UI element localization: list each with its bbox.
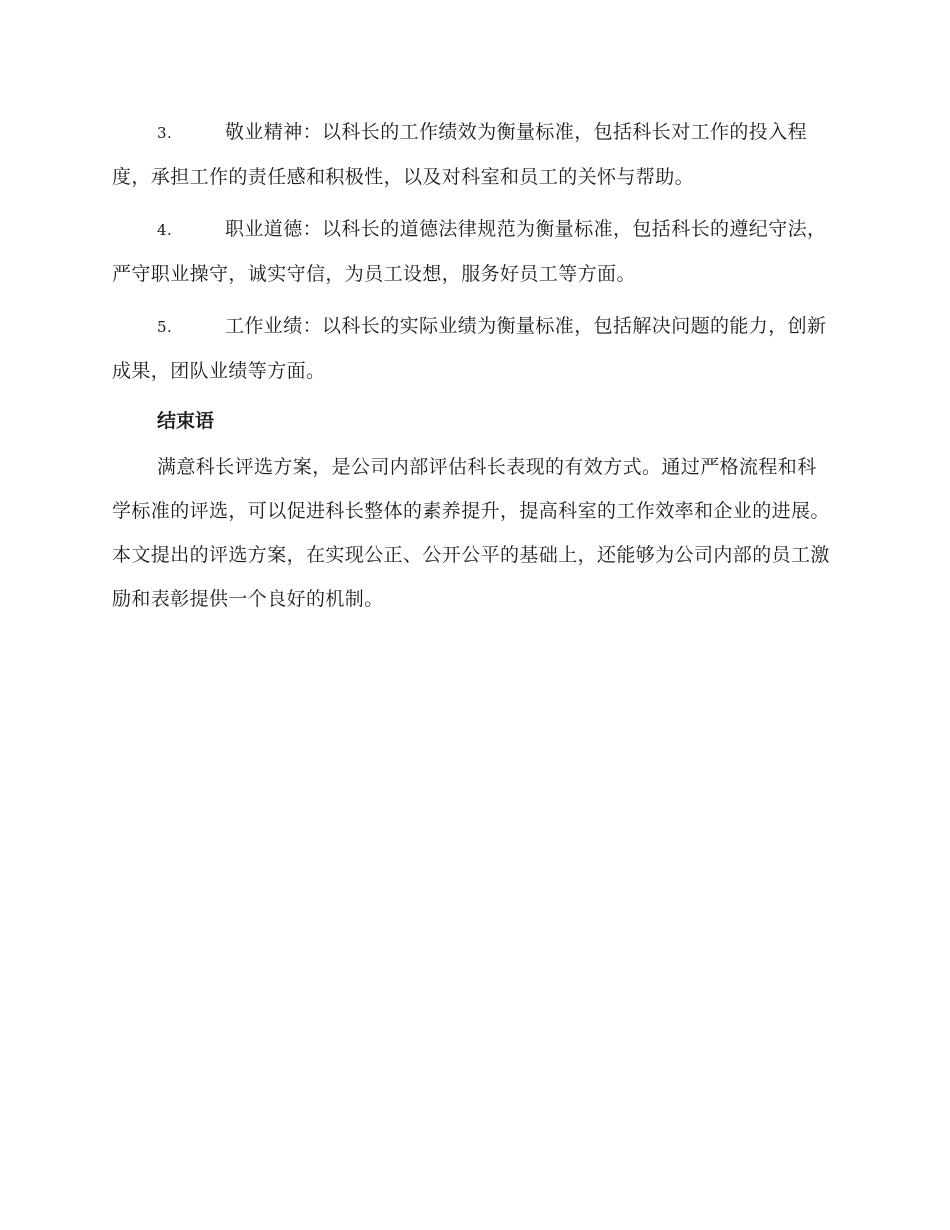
- list-item-number: 3.: [157, 124, 173, 142]
- list-item-number: 5.: [157, 318, 173, 336]
- list-item-text: 敬业精神：以科长的工作绩效为衡量标准，包括科长对工作的投入程度，承担工作的责任感和积极性，以及对科室和员工的关怀与帮助。: [112, 121, 808, 188]
- document-body: [112, 110, 834, 621]
- list-item-text: 职业道德：以科长的道德法律规范为衡量标准，包括科长的遵纪守法，严守职业操守，诚实守信，为员工设想，服务好员工等方面。: [112, 218, 827, 285]
- list-item: [112, 207, 834, 296]
- conclusion-paragraph: 满意科长评选方案，是公司内部评估科长表现的有效方式。通过严格流程和科学标准的评选，可以促进科长整体的素养提升，提高科室的工作效率和企业的进展。本文提出的评选方案，在实现公正、公开公平的基础上，还能够为公司内部的员工激励和表彰提供一个良好的机制。: [112, 456, 830, 610]
- list-item-text: 工作业绩：以科长的实际业绩为衡量标准，包括解决问题的能力，创新成果，团队业绩等方面。: [112, 315, 827, 382]
- list-item-number: 4.: [157, 221, 173, 239]
- conclusion-heading: 结束语: [157, 410, 215, 432]
- list-item: [112, 110, 834, 199]
- list-item: [112, 304, 834, 393]
